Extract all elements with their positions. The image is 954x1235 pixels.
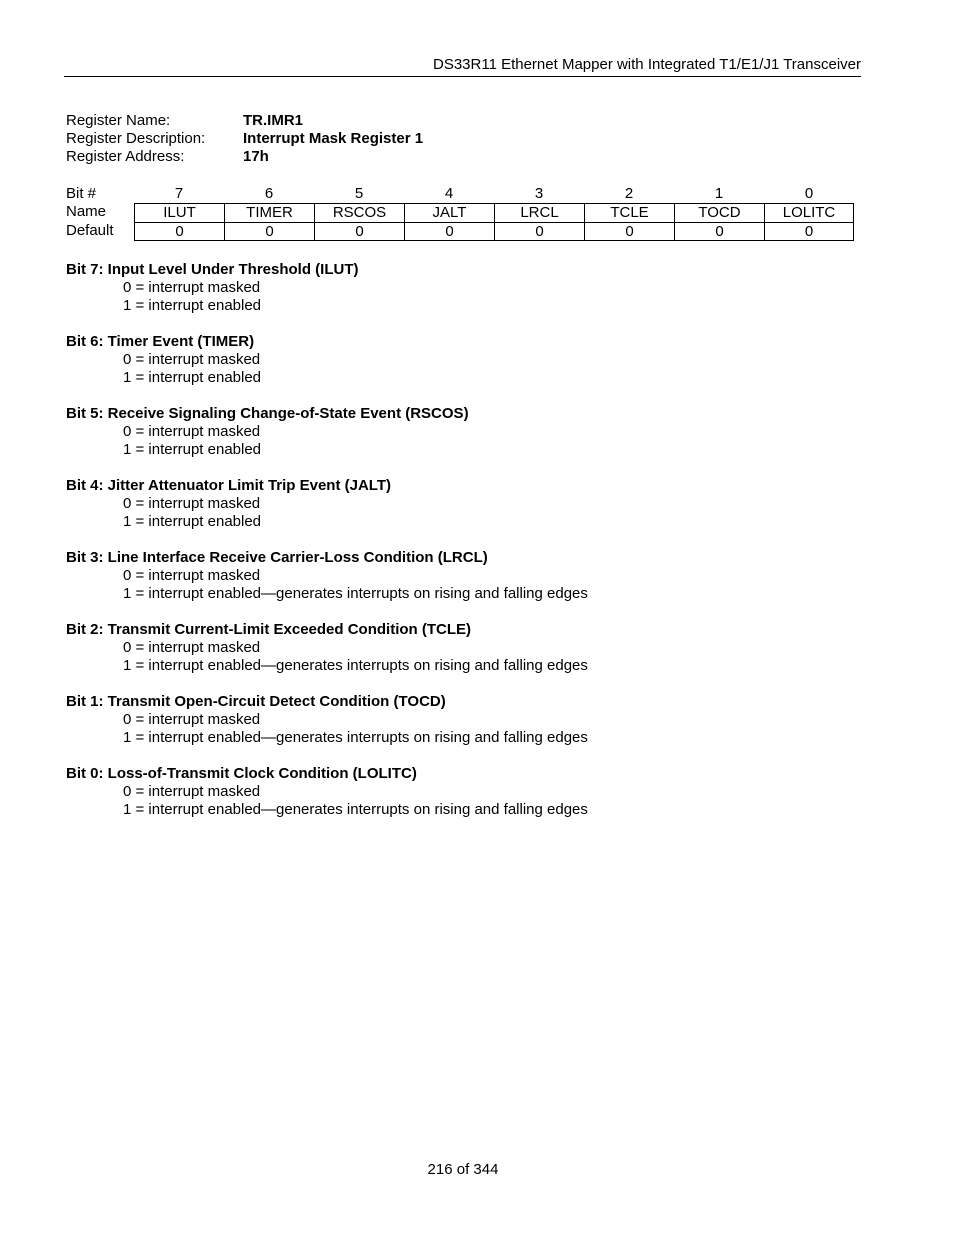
bit-value-line: 1 = interrupt enabled <box>123 297 262 314</box>
register-name-row <box>66 112 423 130</box>
bit-default-cell: 0 <box>224 222 314 241</box>
bit-title: Bit 7: Input Level Under Threshold (ILUT) <box>66 261 359 278</box>
bit-4-description <box>66 477 866 531</box>
register-address-label: Register Address: <box>66 148 185 165</box>
bit-6-description <box>66 333 866 387</box>
bit-value-line: 1 = interrupt enabled <box>123 441 262 458</box>
page-header <box>64 55 861 77</box>
bit-1-description <box>66 693 866 747</box>
register-address-row <box>66 148 423 166</box>
bit-number-cell: 0 <box>804 185 814 202</box>
bit-value-line: 0 = interrupt masked <box>123 495 261 512</box>
bit-default-row <box>66 222 854 241</box>
bit-number-cell: 3 <box>534 185 544 202</box>
register-name-value: TR.IMR1 <box>243 112 303 129</box>
bit-value-line: 0 = interrupt masked <box>123 351 261 368</box>
bit-default-cell: 0 <box>584 222 674 241</box>
bit-name-cell: TIMER <box>224 203 314 222</box>
bit-name-row <box>66 203 854 222</box>
bit-table <box>66 185 854 241</box>
bit-number-cell: 2 <box>624 185 634 202</box>
bit-default-cell: 0 <box>314 222 404 241</box>
bit-value-line: 0 = interrupt masked <box>123 783 261 800</box>
register-description-row <box>66 130 423 148</box>
bit-number-cell: 7 <box>174 185 184 202</box>
document-title: DS33R11 Ethernet Mapper with Integrated T1/E1/J1 Transceiver <box>432 56 861 73</box>
bit-default-label: Default <box>66 222 114 239</box>
bit-title: Bit 6: Timer Event (TIMER) <box>66 333 255 350</box>
bit-name-cell: LRCL <box>494 203 584 222</box>
bit-name-cell: ILUT <box>134 203 224 222</box>
bit-title: Bit 5: Receive Signaling Change-of-State Event (RSCOS) <box>66 405 469 422</box>
bit-3-description <box>66 549 866 603</box>
bit-title: Bit 0: Loss-of-Transmit Clock Condition (LOLITC) <box>66 765 417 782</box>
bit-default-cell: 0 <box>764 222 854 241</box>
bit-name-cell: LOLITC <box>764 203 854 222</box>
bit-title: Bit 2: Transmit Current-Limit Exceeded Condition (TCLE) <box>66 621 472 638</box>
bit-number-cell: 1 <box>714 185 724 202</box>
page-footer <box>0 1161 926 1178</box>
bit-5-description <box>66 405 866 459</box>
bit-value-line: 0 = interrupt masked <box>123 567 261 584</box>
bit-value-line: 1 = interrupt enabled—generates interrupts on rising and falling edges <box>123 657 588 674</box>
bit-name-cell: TCLE <box>584 203 674 222</box>
bit-0-description <box>66 765 866 819</box>
bit-name-cell: TOCD <box>674 203 764 222</box>
bit-default-cell: 0 <box>404 222 494 241</box>
bit-value-line: 1 = interrupt enabled <box>123 369 262 386</box>
bit-title: Bit 4: Jitter Attenuator Limit Trip Event (JALT) <box>66 477 392 494</box>
bit-default-cell: 0 <box>494 222 584 241</box>
bit-value-line: 1 = interrupt enabled—generates interrupts on rising and falling edges <box>123 801 588 818</box>
bit-2-description <box>66 621 866 675</box>
bit-value-line: 1 = interrupt enabled <box>123 513 262 530</box>
bit-title: Bit 3: Line Interface Receive Carrier-Loss Condition (LRCL) <box>66 549 488 566</box>
bit-value-line: 0 = interrupt masked <box>123 423 261 440</box>
register-description-label: Register Description: <box>66 130 206 147</box>
register-info <box>66 112 423 166</box>
bit-number-cell: 6 <box>264 185 274 202</box>
bit-value-line: 1 = interrupt enabled—generates interrupts on rising and falling edges <box>123 585 588 602</box>
register-address-value: 17h <box>243 148 269 165</box>
bit-number-label: Bit # <box>66 185 97 202</box>
bit-default-cell: 0 <box>674 222 764 241</box>
bit-title: Bit 1: Transmit Open-Circuit Detect Condition (TOCD) <box>66 693 446 710</box>
bit-7-description <box>66 261 866 315</box>
bit-number-row <box>66 185 854 203</box>
bit-name-cell: RSCOS <box>314 203 404 222</box>
register-name-label: Register Name: <box>66 112 171 129</box>
page-number: 216 of 344 <box>427 1161 499 1178</box>
bit-name-label: Name <box>66 203 107 220</box>
bit-default-cell: 0 <box>134 222 224 241</box>
bit-value-line: 0 = interrupt masked <box>123 639 261 656</box>
bit-number-cell: 4 <box>444 185 454 202</box>
register-description-value: Interrupt Mask Register 1 <box>243 130 424 147</box>
bit-value-line: 1 = interrupt enabled—generates interrupts on rising and falling edges <box>123 729 588 746</box>
bit-value-line: 0 = interrupt masked <box>123 279 261 296</box>
bit-descriptions <box>66 261 866 837</box>
bit-name-cell: JALT <box>404 203 494 222</box>
bit-number-cell: 5 <box>354 185 364 202</box>
bit-value-line: 0 = interrupt masked <box>123 711 261 728</box>
